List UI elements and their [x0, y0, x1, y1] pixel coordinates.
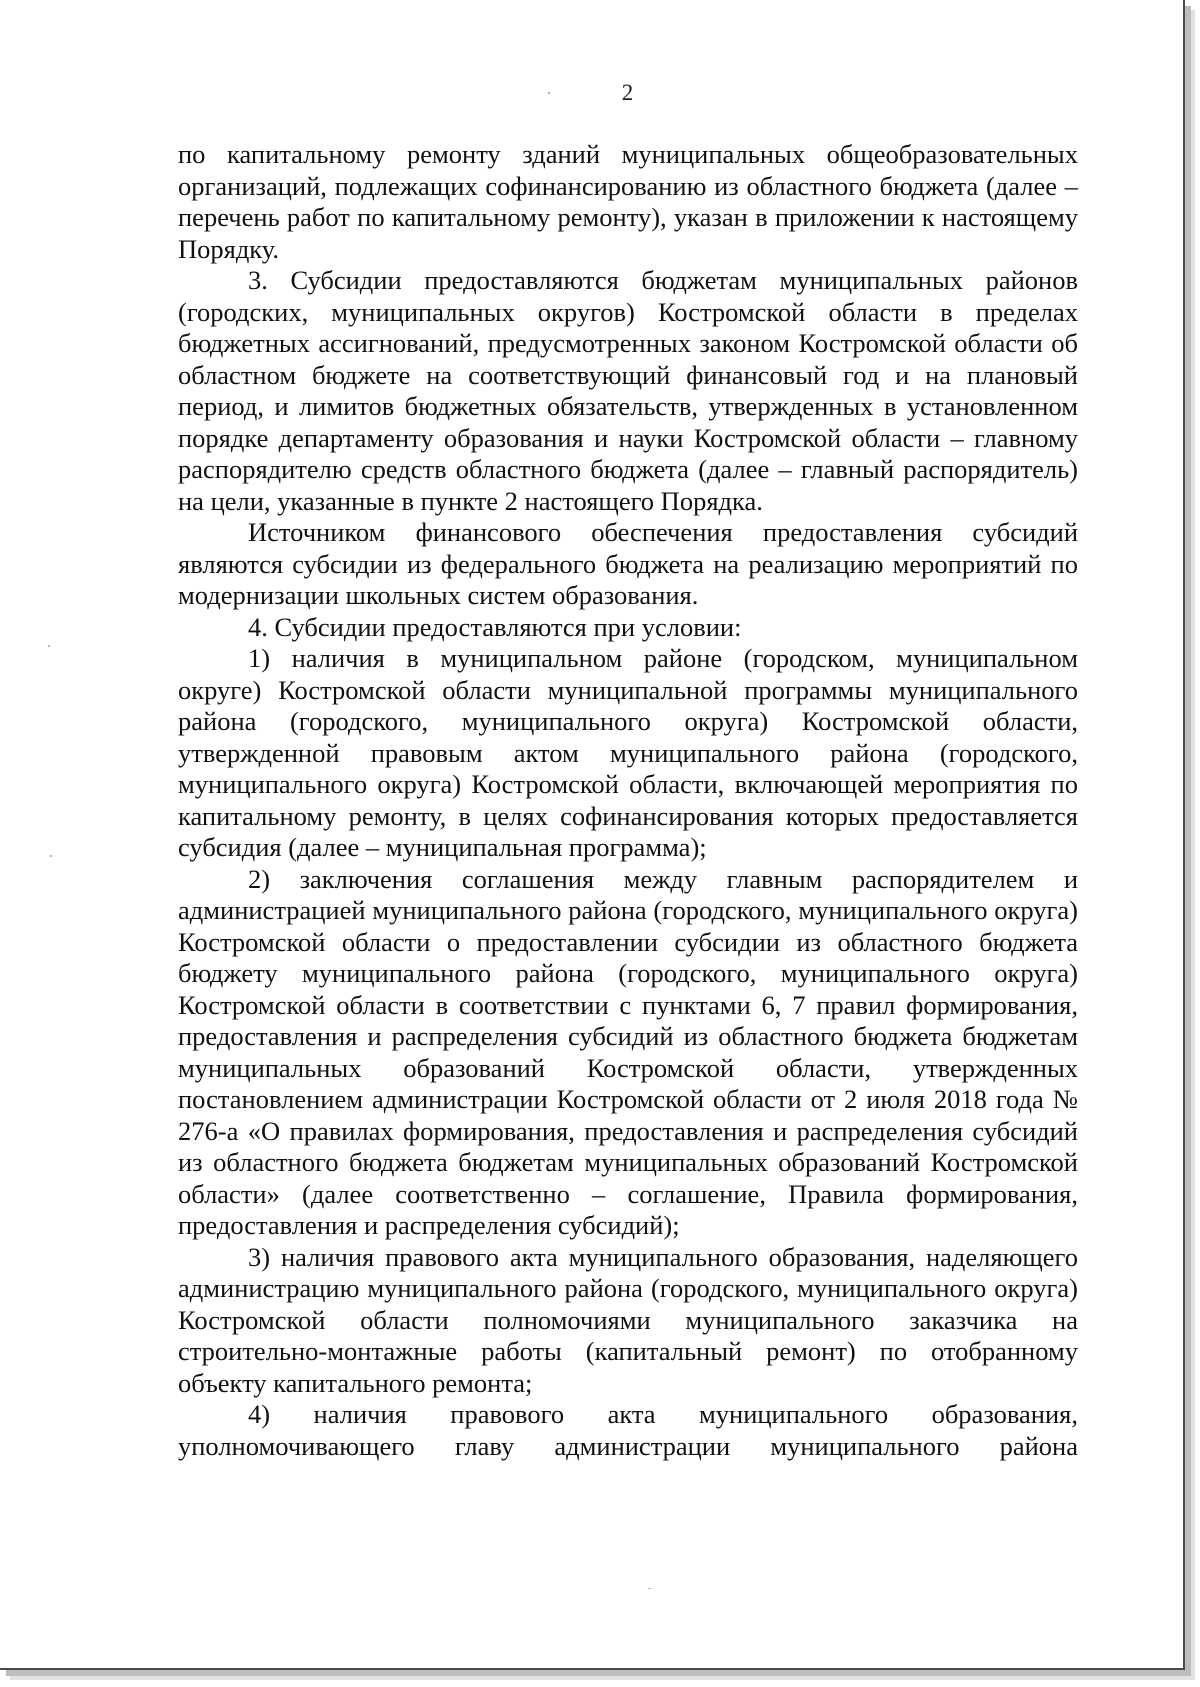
paragraph-condition-4: 4) наличия правового акта муниципального образования, уполномочивающего главу администрации муниципального района	[178, 1399, 1078, 1461]
paragraph-condition-2: 2) заключения соглашения между главным распорядителем и администрацией муниципального района (городского, муниципального округа) Костромской области о предоставлении субсидии из областного бюджета бюджету муниципального района (городского, муниципального округа) Костромской области в соответствии с пунктами 6, 7 правил формирования, предоставления и распределения субсидий из областного бюджета бюджетам муниципальных образований Костромской области, утвержденных постановлением администрации Костромской области от 2 июля 2018 года № 276-а «О правилах формирования, предоставления и распределения субсидий из областного бюджета бюджетам муниципальных образований Костромской области» (далее соответственно – соглашение, Правила формирования, предоставления и распределения субсидий);	[178, 863, 1078, 1240]
scan-speck	[48, 645, 50, 647]
page-number: 2	[621, 80, 634, 105]
paragraph-item-3: 3. Субсидии предоставляются бюджетам муниципальных районов (городских, муниципальных округов) Костромской области в пределах бюджетных ассигнований, предусмотренных законом Костромской области об областном бюджете на соответствующий финансовый год и на плановый период, и лимитов бюджетных обязательств, утвержденных в установленном порядке департаменту образования и науки Костромской области – главному распорядителю средств областного бюджета (далее – главный распорядитель) на цели, указанные в пункте 2 настоящего Порядка.	[178, 265, 1078, 516]
paragraph-condition-1: 1) наличия в муниципальном районе (городском, муниципальном округе) Костромской области муниципальной программы муниципального района (городского, муниципального округа) Костромской области, утвержденной правовым актом муниципального района (городского, муниципального округа) Костромской области, включающей мероприятия по капитальному ремонту, в целях софинансирования которых предоставляется субсидия (далее – муниципальная программа);	[178, 643, 1078, 862]
paragraph-funding-source: Источником финансового обеспечения предоставления субсидий являются субсидии из федерального бюджета на реализацию мероприятий по модернизации школьных систем образования.	[178, 517, 1078, 610]
scan-speck	[548, 92, 550, 94]
paragraph-condition-3: 3) наличия правового акта муниципального образования, наделяющего администрацию муниципального района (городского, муниципального округа) Костромской области полномочиями муниципального заказчика на строительно-монтажные работы (капитальный ремонт) по отобранному объекту капитального ремонта;	[178, 1241, 1078, 1398]
document-body	[178, 139, 1078, 1462]
paragraph-item-4: 4. Субсидии предоставляются при условии:	[248, 611, 742, 642]
scan-speck	[50, 855, 52, 857]
scan-speck	[648, 1588, 651, 1589]
paragraph-continuation: по капитальному ремонту зданий муниципальных общеобразовательных организаций, подлежащих софинансированию из областного бюджета (далее – перечень работ по капитальному ремонту), указан в приложении к настоящему Порядку.	[178, 139, 1078, 264]
